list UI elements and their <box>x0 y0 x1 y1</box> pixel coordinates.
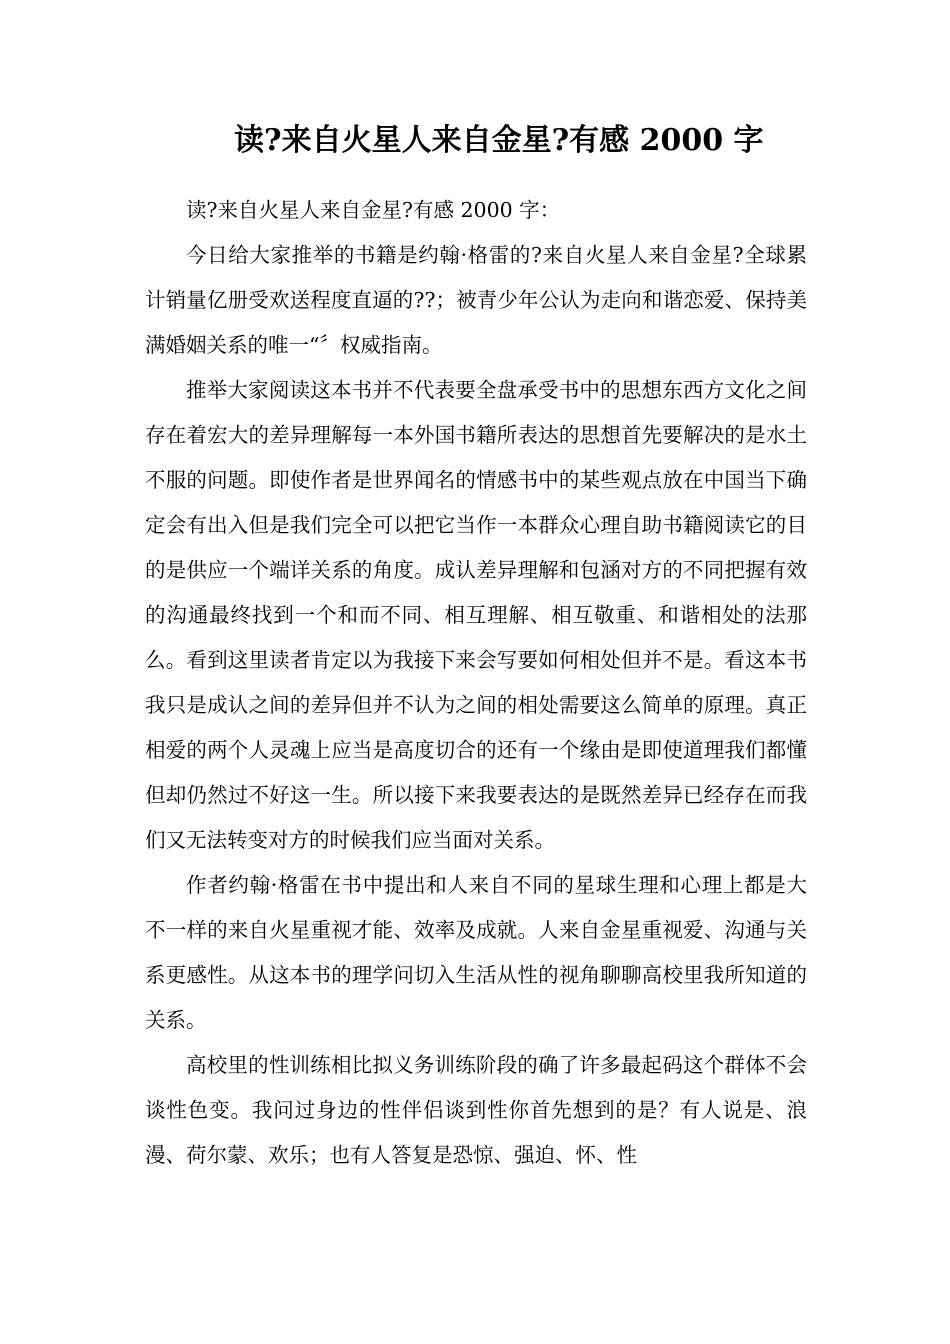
paragraph: 作者约翰·格雷在书中提出和人来自不同的星球生理和心理上都是大不一样的来自火星重视才能、效率及成就。人来自金星重视爱、沟通与关系更感性。从这本书的理学问切入生活从性的视角聊聊高校里我所知道的关系。 <box>145 873 807 1032</box>
document-body <box>145 188 807 1178</box>
paragraph: 高校里的性训练相比拟义务训练阶段的确了许多最起码这个群体不会谈性色变。我问过身边的性伴侣谈到性你首先想到的是？有人说是、浪漫、荷尔蒙、欢乐；也有人答复是恐惊、强迫、怀、性 <box>145 1053 807 1167</box>
paragraph: 读?来自火星人来自金星?有感 2000 字： <box>186 198 561 222</box>
paragraph: 今日给大家推举的书籍是约翰·格雷的?来自火星人来自金星?全球累计销量亿册受欢送程度直逼的??；被青少年公认为走向和谐恋爱、保持美满婚姻关系的唯一“〞权威指南。 <box>145 243 807 357</box>
paragraph: 推举大家阅读这本书并不代表要全盘承受书中的思想东西方文化之间存在着宏大的差异理解每一本外国书籍所表达的思想首先要解决的是水土不服的问题。即使作者是世界闻名的情感书中的某些观点放在中国当下确定会有出入但是我们完全可以把它当作一本群众心理自助书籍阅读它的目的是供应一个端详关系的角度。成认差异理解和包涵对方的不同把握有效的沟通最终找到一个和而不同、相互理解、相互敬重、和谐相处的法那么。看到这里读者肯定以为我接下来会写要如何相处但并不是。看这本书我只是成认之间的差异但并不认为之间的相处需要这么简单的原理。真正相爱的两个人灵魂上应当是高度切合的还有一个缘由是即使道理我们都懂但却仍然过不好这一生。所以接下来我要表达的是既然差异已经存在而我们又无法转变对方的时候我们应当面对关系。 <box>145 378 807 852</box>
document-title: 读?来自火星人来自金星?有感 2000 字 <box>234 123 764 158</box>
